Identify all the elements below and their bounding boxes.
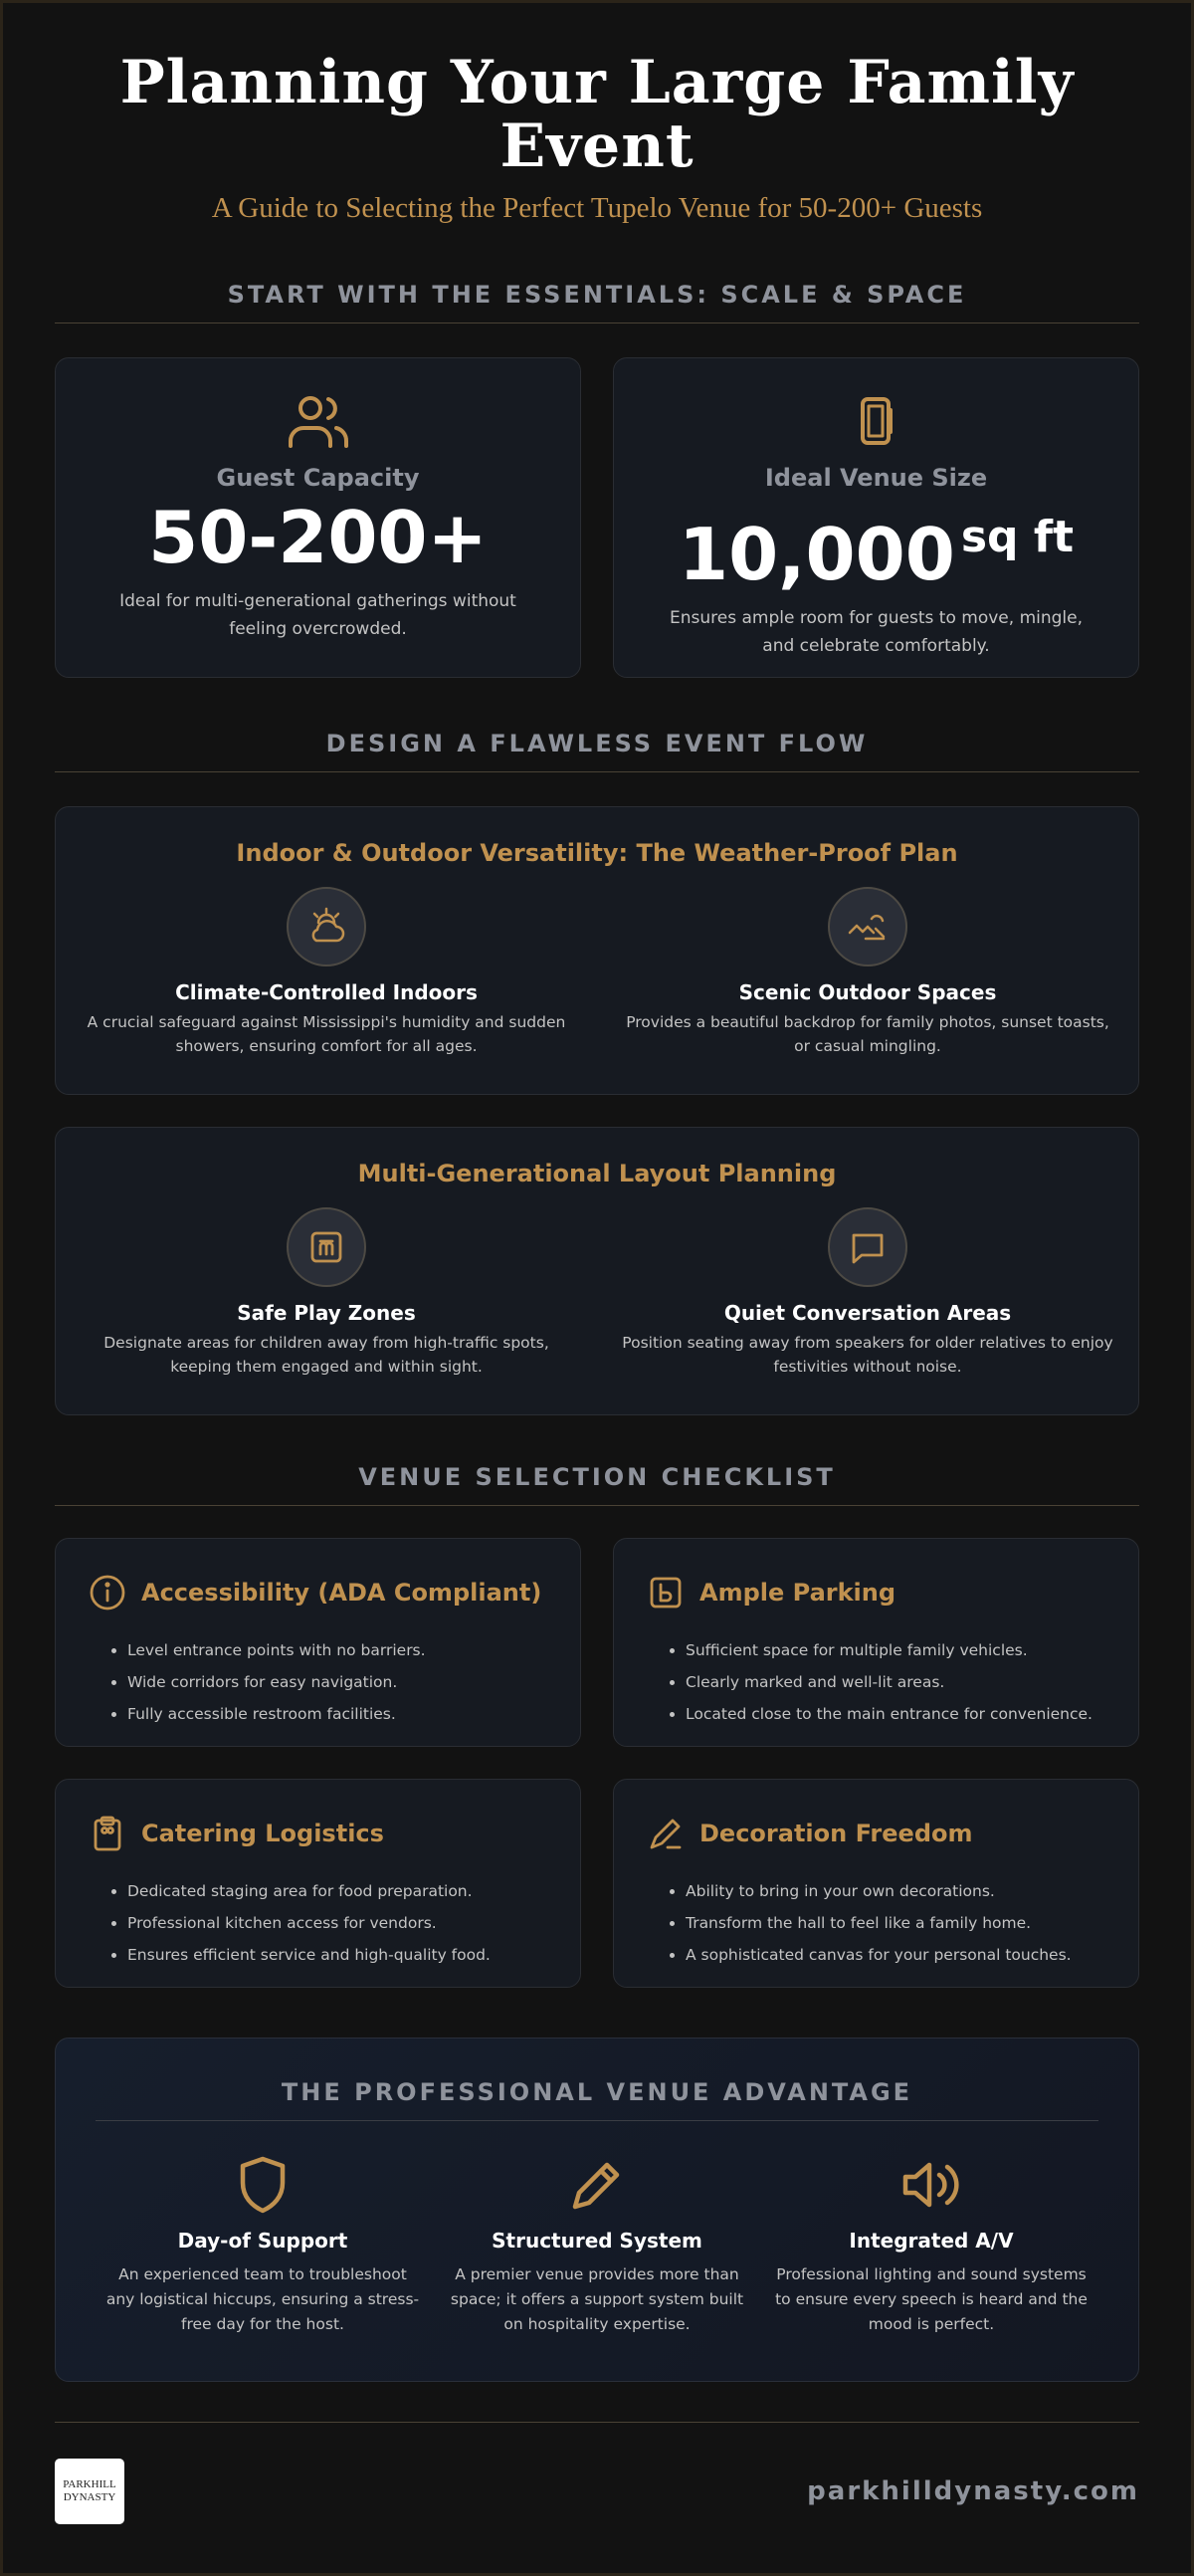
list-item: • Fully accessible restroom facilities.: [127, 1698, 552, 1730]
flow-item-outdoors: [597, 887, 1138, 1058]
advantage-name: Structured System: [492, 2229, 702, 2253]
website-link[interactable]: parkhilldynasty.com: [807, 2476, 1139, 2506]
list-item: • Dedicated staging area for food preparation.: [127, 1875, 552, 1907]
flow-card-layout: [55, 1127, 1139, 1415]
section-heading-checklist: VENUE SELECTION CHECKLIST: [55, 1463, 1139, 1506]
advantage-description: An experienced team to troubleshoot any logistical hiccups, ensuring a stress-free day for the host.: [105, 2265, 420, 2333]
checklist-card-catering: [55, 1779, 581, 1988]
stat-card-venue-size: [613, 357, 1139, 678]
checklist-points: [88, 1634, 552, 1730]
logo-line: DYNASTY: [63, 2491, 116, 2503]
flow-item-description: Designate areas for children away from high-traffic spots, keeping them engaged and within sight.: [103, 1334, 549, 1376]
speaker-icon: [774, 2155, 1089, 2215]
parking-icon: [646, 1573, 686, 1612]
checklist-title: Ample Parking: [699, 1579, 896, 1607]
list-item: • A sophisticated canvas for your personal touches.: [686, 1939, 1110, 1971]
advantage-name: Integrated A/V: [849, 2229, 1014, 2253]
section-heading-advantage: THE PROFESSIONAL VENUE ADVANTAGE: [96, 2078, 1098, 2121]
checklist-title: Decoration Freedom: [699, 1820, 973, 1847]
checklist-title: Accessibility (ADA Compliant): [141, 1579, 542, 1607]
list-item: • Level entrance points with no barriers.: [127, 1634, 552, 1666]
stat-value: [56, 496, 580, 579]
stat-number: 50-200+: [148, 496, 488, 579]
checklist-card-decoration: [613, 1779, 1139, 1988]
page-subtitle: A Guide to Selecting the Perfect Tupelo Venue for 50-200+ Guests: [211, 192, 983, 224]
list-item: • Wide corridors for easy navigation.: [127, 1666, 552, 1698]
footer: [55, 2422, 1139, 2524]
page-title: Planning Your Large Family Event: [119, 48, 1075, 181]
advantage-name: Day-of Support: [177, 2229, 348, 2253]
flow-item-description: Position seating away from speakers for older relatives to enjoy festivities without noise.: [622, 1334, 1113, 1376]
list-item: • Ensures efficient service and high-quality food.: [127, 1939, 552, 1971]
pen-icon: [646, 1814, 686, 1853]
checklist-card-accessibility: [55, 1538, 581, 1747]
stat-label: Ideal Venue Size: [764, 464, 988, 492]
advantage-panel: [55, 2038, 1139, 2382]
flow-item-description: Provides a beautiful backdrop for family photos, sunset toasts, or casual mingling.: [626, 1013, 1109, 1055]
brand-logo: [55, 2459, 124, 2524]
stat-description: Ideal for multi-generational gatherings without feeling overcrowded.: [119, 591, 516, 639]
checklist-row-2: [55, 1779, 1139, 1988]
checklist-title: Catering Logistics: [141, 1820, 384, 1847]
advantage-item-system: [430, 2155, 764, 2337]
info-circle-icon: [88, 1573, 127, 1612]
flow-item-name: Safe Play Zones: [237, 1301, 416, 1325]
stat-description: Ensures ample room for guests to move, mingle, and celebrate comfortably.: [670, 608, 1083, 656]
flow-item-description: A crucial safeguard against Mississippi's humidity and sudden showers, ensuring comfort for all ages.: [87, 1013, 566, 1055]
flow-card-title: Indoor & Outdoor Versatility: The Weather-Proof Plan: [236, 839, 958, 867]
advantage-description: A premier venue provides more than space; it offers a support system built on hospitality expertise.: [450, 2265, 744, 2333]
stat-card-guest-capacity: [55, 357, 581, 678]
stats-row: [55, 357, 1139, 678]
checklist-points: [88, 1875, 552, 1971]
flow-item-indoors: [56, 887, 597, 1058]
phone-icon: [614, 394, 1138, 450]
flow-item-name: Quiet Conversation Areas: [723, 1301, 1012, 1325]
pencil-icon: [440, 2155, 754, 2215]
advantage-item-support: [96, 2155, 430, 2337]
flow-item-quiet-areas: [597, 1207, 1138, 1379]
list-item: • Located close to the main entrance for convenience.: [686, 1698, 1110, 1730]
message-icon: [828, 1207, 907, 1287]
checklist-points: [646, 1875, 1110, 1971]
flow-item-name: Climate-Controlled Indoors: [175, 980, 478, 1004]
stat-number: 10,000: [678, 513, 955, 596]
section-heading-flow: DESIGN A FLAWLESS EVENT FLOW: [55, 730, 1139, 772]
section-heading-essentials: START WITH THE ESSENTIALS: SCALE & SPACE: [55, 281, 1139, 323]
advantage-description: Professional lighting and sound systems to ensure every speech is heard and the mood is perfect.: [775, 2265, 1088, 2333]
list-item: • Ability to bring in your own decorations.: [686, 1875, 1110, 1907]
stat-label: Guest Capacity: [216, 464, 420, 492]
flow-item-name: Scenic Outdoor Spaces: [738, 980, 997, 1004]
flow-card-versatility: [55, 806, 1139, 1095]
stat-unit: sq ft: [960, 512, 1075, 562]
flow-card-title: Multi-Generational Layout Planning: [357, 1160, 837, 1187]
flow-item-play-zones: [56, 1207, 597, 1379]
cloud-sun-icon: [287, 887, 366, 966]
list-item: • Sufficient space for multiple family vehicles.: [686, 1634, 1110, 1666]
advantage-item-av: [764, 2155, 1098, 2337]
list-item: • Clearly marked and well-lit areas.: [686, 1666, 1110, 1698]
checklist-points: [646, 1634, 1110, 1730]
list-item: • Professional kitchen access for vendors.: [127, 1907, 552, 1939]
checklist-card-parking: [613, 1538, 1139, 1747]
landscape-icon: [828, 887, 907, 966]
users-icon: [56, 394, 580, 450]
shield-icon: [105, 2155, 420, 2215]
logo-line: PARKHILL: [63, 2478, 116, 2490]
play-square-icon: [287, 1207, 366, 1287]
clipboard-icon: [88, 1814, 127, 1853]
list-item: • Transform the hall to feel like a family home.: [686, 1907, 1110, 1939]
checklist-row-1: [55, 1538, 1139, 1747]
stat-value: [614, 496, 1138, 596]
